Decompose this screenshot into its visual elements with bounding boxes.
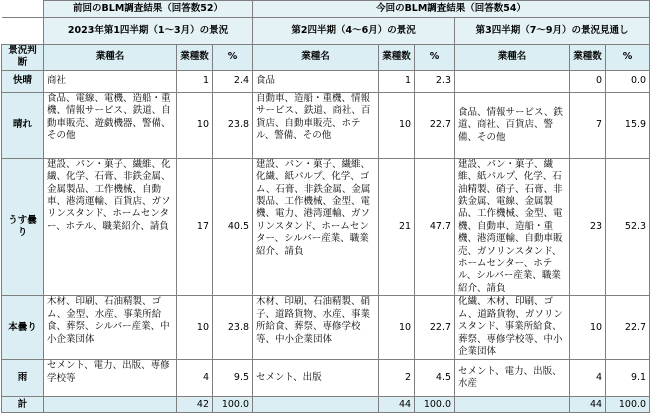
total-prev-pct: 100.0 xyxy=(213,397,253,413)
q3-industry-cell: 化繊、木材、印刷、ゴム、道路貨物、ガソリンスタンド、事業所給食、葬祭、専修学校等、中小企業団体 xyxy=(455,296,570,360)
prev-count-cell: 10 xyxy=(177,296,213,360)
total-q3-count: 44 xyxy=(570,397,606,413)
business-conditions-table xyxy=(1,0,650,413)
prev-industry-cell: 食品、電線、電機、造船・重機、情報サービス、鉄道、自動車販売、遊戯機器、警備、その他 xyxy=(44,92,177,158)
q3-industry-cell xyxy=(455,70,570,92)
curr-survey-header: 今回のBLM調査結果（回答数54） xyxy=(253,1,650,18)
prev-industry-cell: 建設、パン・菓子、繊維、化繊、化学、石膏、非鉄金属、金属製品、工作機械、自動車、港湾運輸、百貨店、ガソリンスタンド、ホームセンター、ホテル、職業紹介、請負 xyxy=(44,158,177,295)
q2-count-cell: 21 xyxy=(379,158,415,295)
q2-count-cell: 10 xyxy=(379,92,415,158)
table-row xyxy=(2,70,650,92)
table-row xyxy=(2,360,650,397)
q2-industry-cell: 建設、パン・菓子、繊維、化繊、紙パルプ、化学、ゴム、石膏、非鉄金属、金属製品、工作機械、金型、電機、電力、港湾運輸、ガソリンスタンド、ホームセンター、シルバー産業、職業紹介、請負 xyxy=(253,158,379,295)
q3-industry-cell: 建設、パン・菓子、繊維、紙パルプ、化学、石油精製、硝子、石膏、非鉄金属、電線、金属製品、工作機械、金型、電機、自動車、造船・重機、港湾運輸、自動車販売、ガソリンスタンド、ホームセンター、ホテル、シルバー産業、職業紹介、請負 xyxy=(455,158,570,295)
col-prev-count: 業種数 xyxy=(177,45,213,71)
q3-period-header: 第3四半期（7～9月）の景況見通し xyxy=(455,18,650,45)
row-label: 快晴 xyxy=(2,70,44,92)
q3-count-cell: 7 xyxy=(570,92,606,158)
q2-industry-cell: 食品 xyxy=(253,70,379,92)
prev-survey-header: 前回のBLM調査結果（回答数52） xyxy=(44,1,253,18)
col-prev-industry: 業種名 xyxy=(44,45,177,71)
prev-count-cell: 17 xyxy=(177,158,213,295)
prev-count-cell: 10 xyxy=(177,92,213,158)
total-q3-pct: 100.0 xyxy=(606,397,650,413)
col-judgment: 景況判断 xyxy=(2,45,44,71)
prev-pct-cell: 23.8 xyxy=(213,296,253,360)
q3-count-cell: 10 xyxy=(570,296,606,360)
prev-industry-cell: セメント、電力、出版、専修学校等 xyxy=(44,360,177,397)
table-row xyxy=(2,296,650,360)
table-row xyxy=(2,158,650,295)
q2-pct-cell: 2.3 xyxy=(415,70,455,92)
table-row xyxy=(2,92,650,158)
total-label: 計 xyxy=(2,397,44,413)
corner-blank-2 xyxy=(2,18,44,45)
q2-pct-cell: 22.7 xyxy=(415,92,455,158)
col-q3-pct: % xyxy=(606,45,650,71)
total-blank xyxy=(44,397,177,413)
prev-pct-cell: 40.5 xyxy=(213,158,253,295)
q2-industry-cell: 木材、印刷、石油精製、硝子、道路貨物、水産、事業所給食、葬祭、専修学校等、中小企業団体 xyxy=(253,296,379,360)
q3-pct-cell: 52.3 xyxy=(606,158,650,295)
row-label: 雨 xyxy=(2,360,44,397)
q3-industry-cell: 食品、情報サービス、鉄道、商社、百貨店、警備、その他 xyxy=(455,92,570,158)
q2-pct-cell: 22.7 xyxy=(415,296,455,360)
q2-count-cell: 2 xyxy=(379,360,415,397)
q3-count-cell: 23 xyxy=(570,158,606,295)
q2-pct-cell: 4.5 xyxy=(415,360,455,397)
prev-industry-cell: 木材、印刷、石油精製、ゴム、金型、水産、事業所給食、葬祭、シルバー産業、中小企業団体 xyxy=(44,296,177,360)
q2-industry-cell: セメント、出版 xyxy=(253,360,379,397)
q2-industry-cell: 自動車、造船・重機、情報サービス、鉄道、商社、百貨店、自動車販売、ホテル、警備、その他 xyxy=(253,92,379,158)
col-q2-pct: % xyxy=(415,45,455,71)
corner-blank xyxy=(2,1,44,18)
row-label: 本曇り xyxy=(2,296,44,360)
col-q2-count: 業種数 xyxy=(379,45,415,71)
total-blank xyxy=(253,397,379,413)
prev-pct-cell: 2.4 xyxy=(213,70,253,92)
q3-count-cell: 0 xyxy=(570,70,606,92)
q3-industry-cell: セメント、電力、出版、水産 xyxy=(455,360,570,397)
prev-pct-cell: 23.8 xyxy=(213,92,253,158)
q2-pct-cell: 47.7 xyxy=(415,158,455,295)
prev-count-cell: 1 xyxy=(177,70,213,92)
col-q3-count: 業種数 xyxy=(570,45,606,71)
total-q2-pct: 100.0 xyxy=(415,397,455,413)
q3-count-cell: 4 xyxy=(570,360,606,397)
total-row xyxy=(2,397,650,413)
total-q2-count: 44 xyxy=(379,397,415,413)
row-label: うす曇り xyxy=(2,158,44,295)
col-q2-industry: 業種名 xyxy=(253,45,379,71)
col-prev-pct: % xyxy=(213,45,253,71)
prev-pct-cell: 9.5 xyxy=(213,360,253,397)
q3-pct-cell: 22.7 xyxy=(606,296,650,360)
q3-pct-cell: 0.0 xyxy=(606,70,650,92)
prev-industry-cell: 商社 xyxy=(44,70,177,92)
q2-period-header: 第2四半期（4～6月）の景況 xyxy=(253,18,455,45)
q2-count-cell: 10 xyxy=(379,296,415,360)
q2-count-cell: 1 xyxy=(379,70,415,92)
row-label: 晴れ xyxy=(2,92,44,158)
total-prev-count: 42 xyxy=(177,397,213,413)
prev-period-header: 2023年第1四半期（1～3月）の景況 xyxy=(44,18,253,45)
col-q3-industry: 業種名 xyxy=(455,45,570,71)
q3-pct-cell: 15.9 xyxy=(606,92,650,158)
q3-pct-cell: 9.1 xyxy=(606,360,650,397)
total-blank xyxy=(455,397,570,413)
prev-count-cell: 4 xyxy=(177,360,213,397)
